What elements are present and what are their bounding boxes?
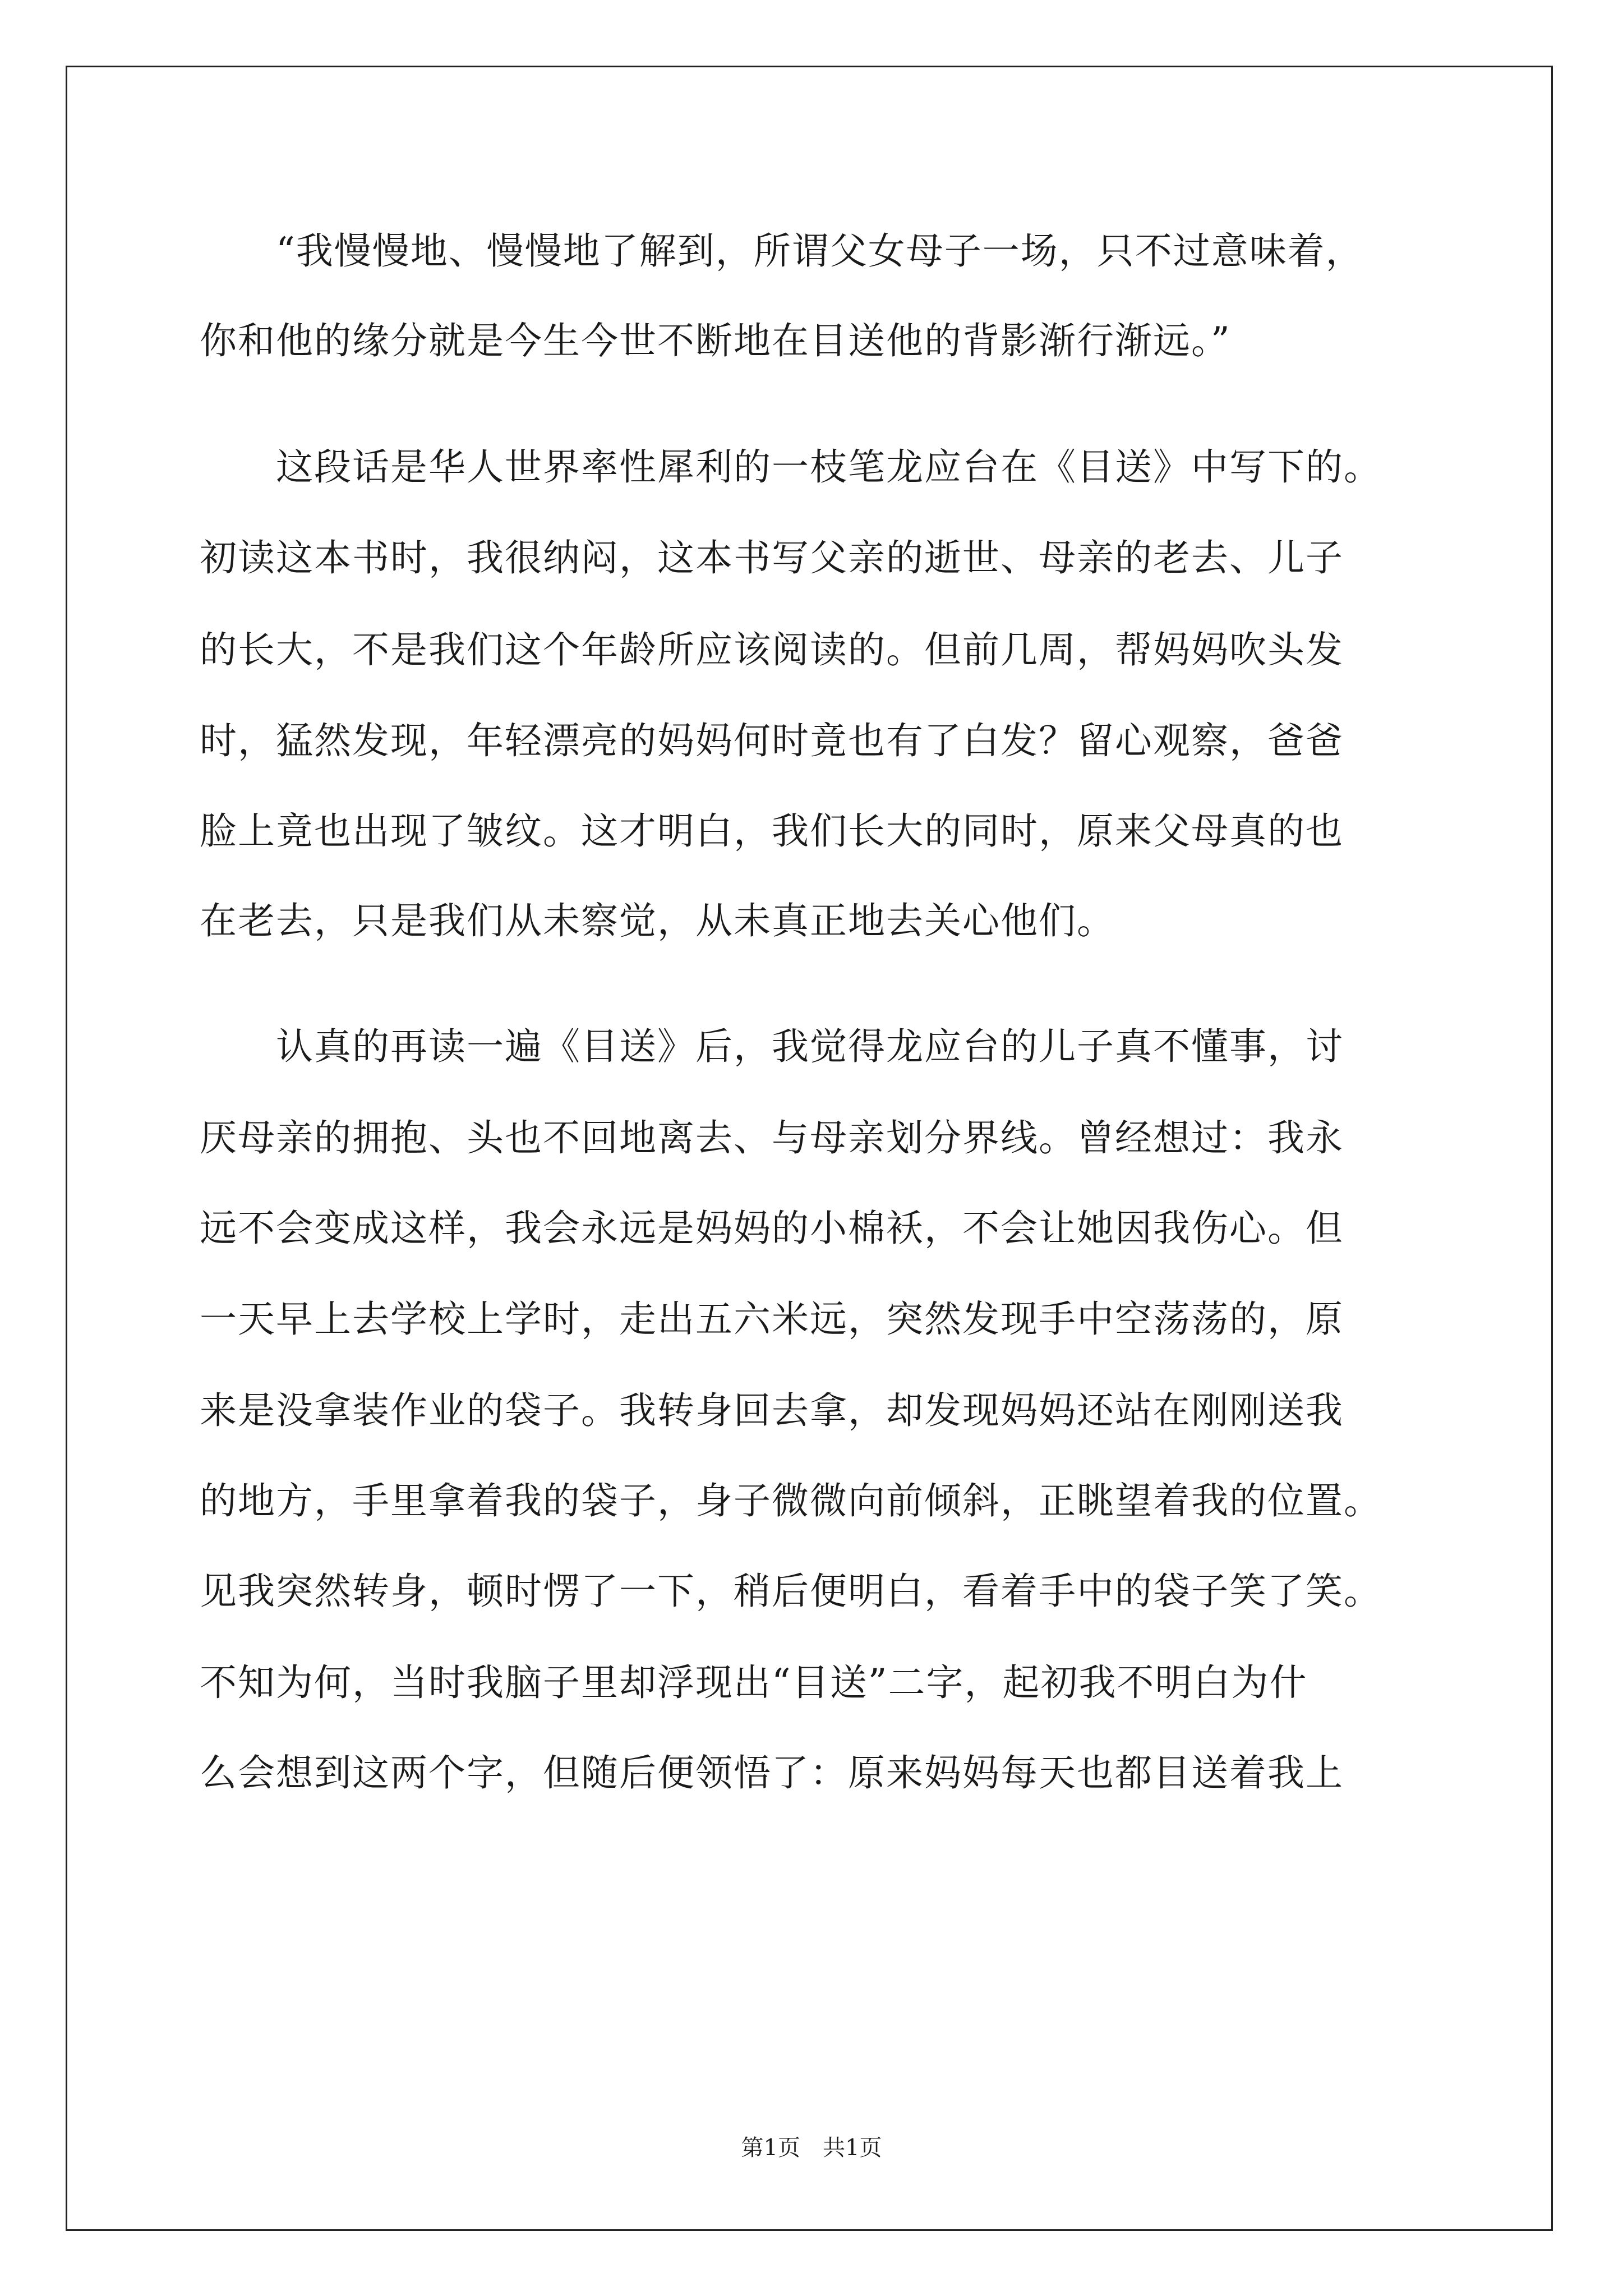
text-line: 你和他的缘分就是今生今世不断地在目送他的背影渐行渐远。” <box>200 319 1231 362</box>
text-line: 来是没拿装作业的袋子。我转身回去拿，却发现妈妈还站在刚刚送我 <box>200 1389 1344 1432</box>
text-line: 脸上竟也出现了皱纹。这才明白，我们长大的同时，原来父母真的也 <box>200 809 1344 853</box>
text-line: 不知为何，当时我脑子里却浮现出“目送”二字，起初我不明白为什 <box>200 1661 1308 1704</box>
text-line: 的地方，手里拿着我的袋子，身子微微向前倾斜，正眺望着我的位置。 <box>200 1479 1382 1522</box>
text-line: 认真的再读一遍《目送》后，我觉得龙应台的儿子真不懂事，讨 <box>200 1025 1344 1068</box>
text-line: 初读这本书时，我很纳闷，这本书写父亲的逝世、母亲的老去、儿子 <box>200 536 1344 579</box>
text-line: 么会想到这两个字，但随后便领悟了：原来妈妈每天也都目送着我上 <box>200 1751 1344 1795</box>
page-number: 第1页 <box>741 2135 800 2161</box>
text-line: 远不会变成这样，我会永远是妈妈的小棉袄，不会让她因我伤心。但 <box>200 1207 1344 1250</box>
text-line: 这段话是华人世界率性犀利的一枝笔龙应台在《目送》中写下的。 <box>200 445 1382 489</box>
text-line: 厌母亲的拥抱、头也不回地离去、与母亲划分界线。曾经想过：我永 <box>200 1116 1344 1159</box>
text-line: 在老去，只是我们从未察觉，从未真正地去关心他们。 <box>200 899 1115 942</box>
page-footer <box>0 2134 1623 2162</box>
text-line: 见我突然转身，顿时愣了一下，稍后便明白，看着手中的袋子笑了笑。 <box>200 1570 1382 1613</box>
text-line: 一天早上去学校上学时，走出五六米远，突然发现手中空荡荡的，原 <box>200 1297 1344 1341</box>
text-line: 的长大，不是我们这个年龄所应该阅读的。但前几周，帮妈妈吹头发 <box>200 628 1344 671</box>
text-line: 时，猛然发现，年轻漂亮的妈妈何时竟也有了白发？留心观察，爸爸 <box>200 719 1344 762</box>
text-line: “我慢慢地、慢慢地了解到，所谓父女母子一场，只不过意味着， <box>200 229 1364 273</box>
page-total: 共1页 <box>823 2135 882 2161</box>
